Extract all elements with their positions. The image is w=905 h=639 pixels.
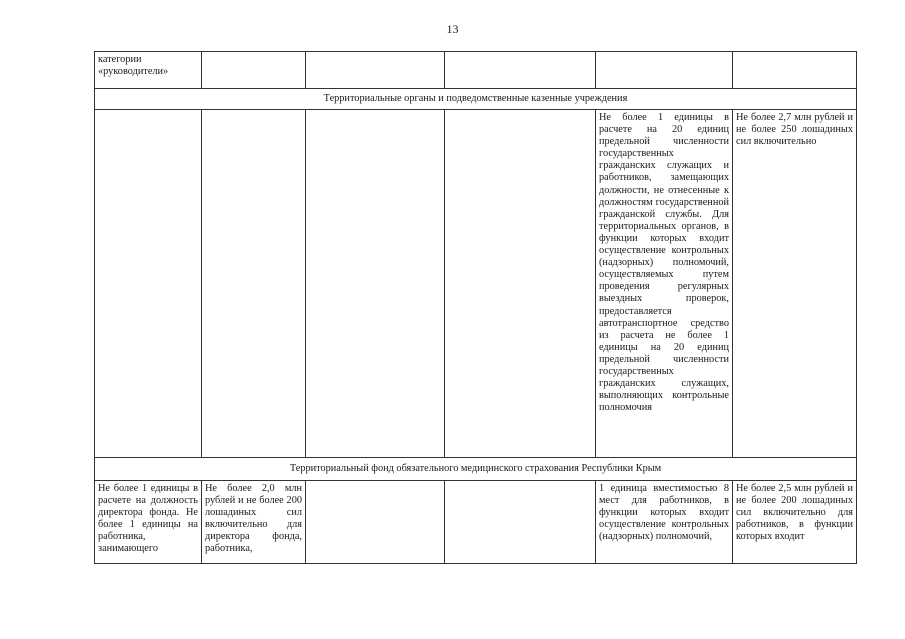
cell-fund-quantity-director: Не более 1 единицы в расчете на должность директора фонда. Не более 1 единицы на работника, занимающего (95, 481, 202, 564)
cell-empty (306, 52, 445, 89)
table-row-territorial (95, 110, 857, 458)
norms-table (94, 51, 857, 564)
section-row-fund (95, 458, 857, 481)
cell-empty (306, 481, 445, 564)
cell-empty (445, 110, 596, 458)
section-heading-fund: Территориальный фонд обязательного медицинского страхования Республики Крым (95, 458, 857, 481)
cell-territorial-price-norm: Не более 2,7 млн рублей и не более 250 лошадиных сил включительно (733, 110, 857, 458)
cell-category-label: категории «руководители» (95, 52, 202, 89)
cell-territorial-quantity-norm: Не более 1 единицы в расчете на 20 единиц предельной численности государственных гражданских служащих и работников, замещающих должности, не отнесенные к должностям государственной гражданской службы. Для территориальных органов, в функции которых входит осуществление контрольных (надзорных) полномочий, осуществляемых путем проведения регулярных выездных проверок, предоставляется автотранспортное средство из расчета не более 1 единицы на 20 единиц предельной численности государственных гражданских служащих, выполняющих контрольные полномочия (596, 110, 733, 458)
cell-empty (202, 52, 306, 89)
cell-empty (202, 110, 306, 458)
page-number: 13 (446, 22, 459, 36)
cell-fund-quantity-control: 1 единица вместимостью 8 мест для работников, в функции которых входит осуществление контрольных (надзорных) полномочий, (596, 481, 733, 564)
cell-empty (733, 52, 857, 89)
section-heading-territorial: Территориальные органы и подведомственные казенные учреждения (95, 89, 857, 110)
table-row-fund (95, 481, 857, 564)
section-row-territorial (95, 89, 857, 110)
cell-fund-price-control: Не более 2,5 млн рублей и не более 200 лошадиных сил включительно для работников, в функции которых входит (733, 481, 857, 564)
cell-fund-price-director: Не более 2,0 млн рублей и не более 200 лошадиных сил включительно для директора фонда, работника, (202, 481, 306, 564)
cell-empty (95, 110, 202, 458)
table-row-category (95, 52, 857, 89)
cell-empty (445, 481, 596, 564)
cell-empty (445, 52, 596, 89)
cell-empty (306, 110, 445, 458)
cell-empty (596, 52, 733, 89)
